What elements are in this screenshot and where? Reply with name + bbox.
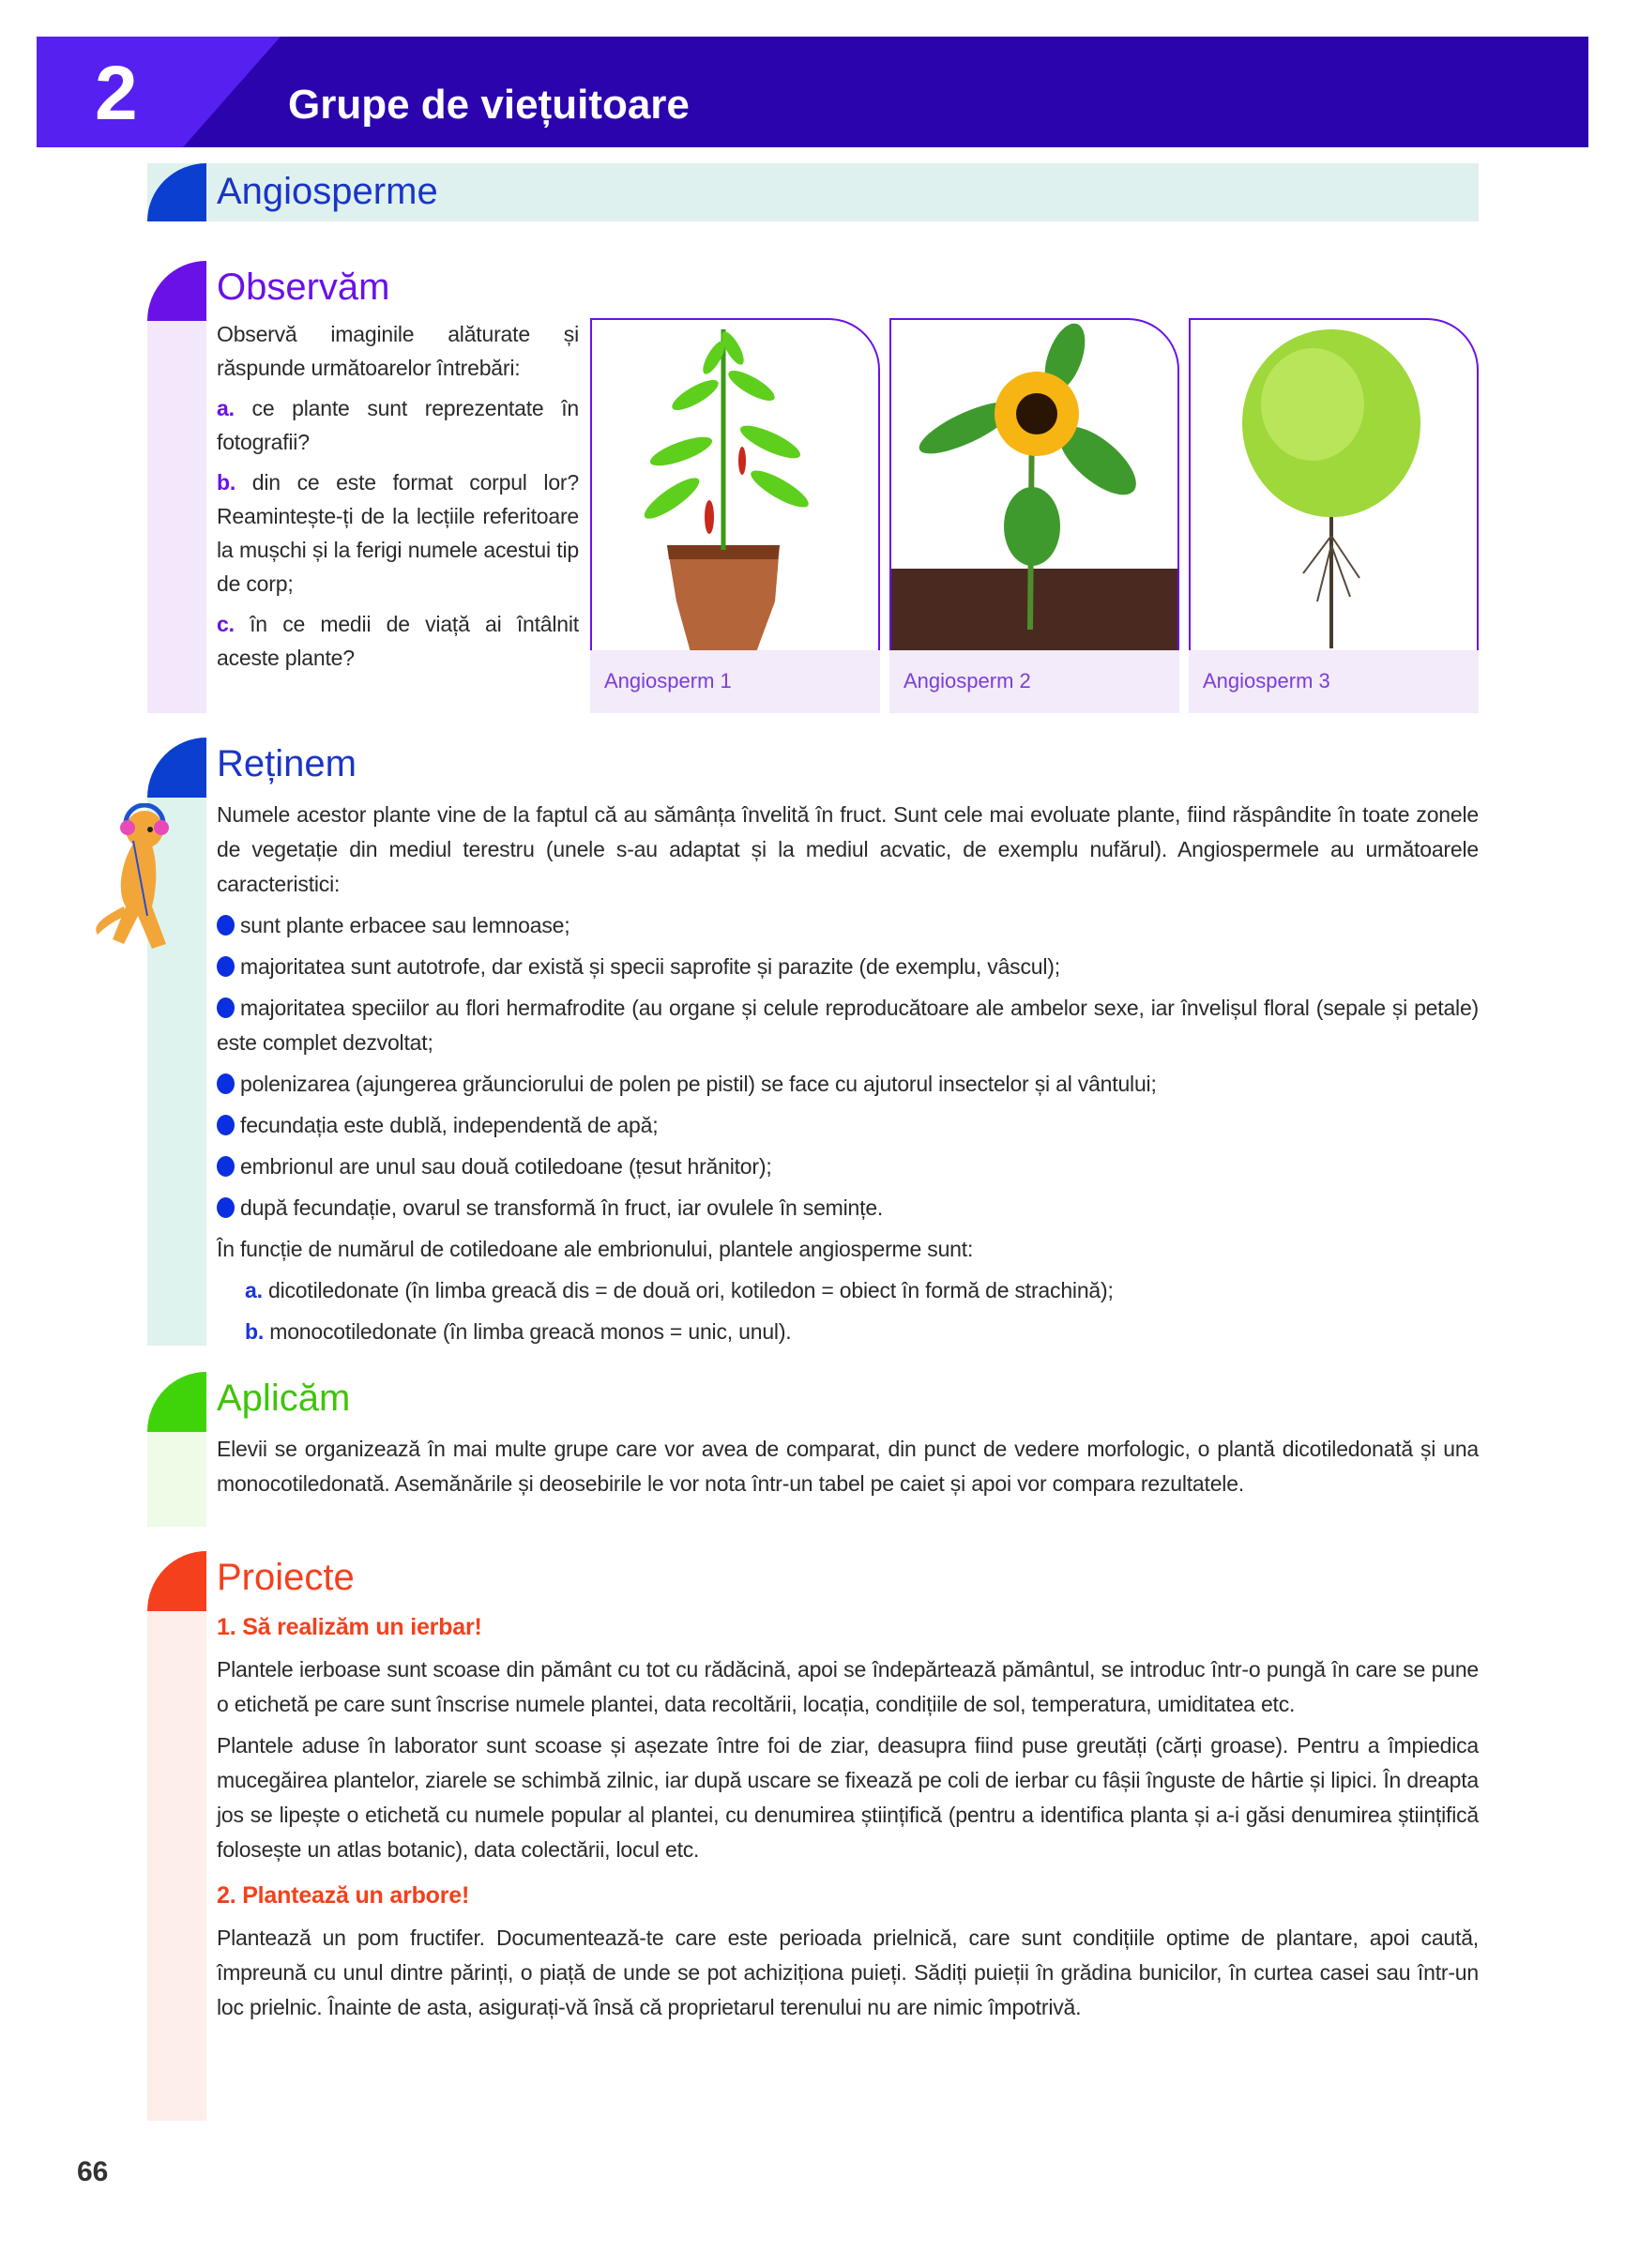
page-number: 66 [77, 2156, 109, 2187]
image-card-1 [590, 318, 880, 713]
chapter-number-block [37, 37, 281, 147]
chapter-header [37, 37, 1588, 147]
aplicam-accent [147, 1372, 206, 1432]
proiecte-strip [147, 1611, 206, 2121]
classification-intro: În funcție de numărul de cotiledoane ale embrionului, plantele angiosperme sunt: [217, 1237, 974, 1261]
project-2-title: 2. Plantează un arbore! [217, 1882, 470, 1909]
sunflower-image [889, 318, 1179, 650]
observam-intro: Observă imaginile alăturate și răspunde următoarelor întrebări: [217, 322, 579, 380]
bullet-icon [217, 1197, 235, 1218]
bullet-item: după fecundație, ovarul se transformă în fruct, iar ovulele în semințe. [217, 1191, 1479, 1225]
retinem-title: Reținem [217, 743, 357, 784]
tree-image [1189, 318, 1479, 650]
chapter-number: 2 [95, 51, 138, 136]
chapter-title: Grupe de viețuitoare [288, 82, 690, 128]
project-1-paragraph: Plantele aduse în laborator sunt scoase și așezate între foi de ziar, deasupra fiind puse greutăți (cărți groase). Pentru a împiedica mucegăirea plantelor, ziarele se schimbă zilnic, iar după uscare se fixează pe coli de ierbar cu fâșii înguste de hârtie și lipici. În dreapta jos se lipește o etichetă cu numele popular al plantei, cu denumirea științifică (pentru a identifica planta și a-i găsi denumirea științifică folosește un atlas botanic), data colectării, locul etc. [217, 1733, 1479, 1862]
pepper-plant-image [590, 318, 880, 650]
kangaroo-mascot-icon [86, 803, 203, 955]
lesson-accent [147, 163, 206, 221]
bullet-icon [217, 915, 235, 936]
bullet-item: sunt plante erbacee sau lemnoase; [217, 908, 1479, 943]
lesson-title: Angiosperme [217, 171, 438, 212]
proiecte-title: Proiecte [217, 1557, 355, 1598]
type-a: a. dicotiledonate (în limba greacă dis = de două ori, kotiledon = obiect în formă de strachină); [245, 1278, 1114, 1302]
bullet-item: majoritatea speciilor au flori hermafrodite (au organe și celule reproducătoare ale ambelor sexe, iar învelișul floral (sepale și petale) este complet dezvoltat; [217, 996, 1479, 1055]
aplicam-title: Aplicăm [217, 1378, 351, 1419]
proiecte-accent [147, 1551, 206, 1611]
bullet-icon [217, 997, 235, 1018]
observam-accent [147, 261, 206, 321]
question-a: a. ce plante sunt reprezentate în fotografii? [217, 396, 579, 454]
bullet-item: polenizarea (ajungerea grăunciorului de polen pe pistil) se face cu ajutorul insectelor și al vântului; [217, 1067, 1479, 1102]
project-1-title: 1. Să realizăm un ierbar! [217, 1614, 482, 1640]
bullet-icon [217, 956, 235, 977]
type-b: b. monocotiledonate (în limba greacă monos = unic, unul). [245, 1319, 792, 1344]
image-card-2 [889, 318, 1179, 713]
image-caption-3: Angiosperm 3 [1189, 650, 1479, 713]
bullet-item: majoritatea sunt autotrofe, dar există și specii saprofite și parazite (de exemplu, vâscul); [217, 950, 1479, 984]
observam-strip [147, 321, 206, 713]
proiecte-text [217, 1610, 1479, 2032]
bullet-icon [217, 1115, 235, 1135]
project-2-paragraph: Plantează un pom fructifer. Documentează-te care este perioada prielnică, care sunt condițiile optime de plantare, apoi caută, împreună cu unul dintre părinți, o piață de unde se pot achiziționa puieți. Sădiți puieții în grădina bunicilor, în curtea casei sau într-un loc prielnic. Înainte de asta, asigurați-vă însă că proprietarul terenului nu are nimic împotrivă. [217, 1926, 1479, 2019]
project-1-paragraph: Plantele ierboase sunt scoase din pământ cu tot cu rădăcină, apoi se îndepărtează pământul, se introduc într-o pungă în care se pune o etichetă pe care sunt înscrise numele plantei, data recoltării, locația, condițiile de sol, temperatura, umiditatea etc. [217, 1657, 1479, 1716]
observam-title: Observăm [217, 266, 390, 308]
bullet-icon [217, 1073, 235, 1094]
retinem-intro: Numele acestor plante vine de la faptul că au sămânța învelită în fruct. Sunt cele mai evoluate plante, fiind răspândite în toate zonele de vegetație din mediul terestru (unele s-au adaptat și la mediul acvatic, de exemplu nufărul). Angiospermele au următoarele caracteristici: [217, 802, 1479, 896]
aplicam-text: Elevii se organizează în mai multe grupe care vor avea de comparat, din punct de vedere morfologic, o plantă dicotiledonată și una monocotiledonată. Asemănările și deosebirile le vor nota într-un tabel pe caiet și apoi vor compara rezultatele. [217, 1437, 1479, 1496]
observam-text [217, 317, 579, 681]
question-c: c. în ce medii de viață ai întâlnit aceste plante? [217, 612, 579, 670]
image-card-3 [1189, 318, 1479, 713]
lesson-title-bar [147, 163, 1479, 221]
bullet-icon [217, 1156, 235, 1177]
bullet-item: fecundația este dublă, independentă de apă; [217, 1108, 1479, 1143]
question-b: b. din ce este format corpul lor? Reamintește-ți de la lecțiile referitoare la mușchi și la ferigi numele acestui tip de corp; [217, 470, 579, 596]
retinem-accent [147, 738, 206, 798]
retinem-text [217, 798, 1479, 1356]
bullet-item: embrionul are unul sau două cotiledoane (țesut hrănitor); [217, 1149, 1479, 1184]
aplicam-strip [147, 1432, 206, 1527]
image-caption-1: Angiosperm 1 [590, 650, 880, 713]
image-caption-2: Angiosperm 2 [889, 650, 1179, 713]
